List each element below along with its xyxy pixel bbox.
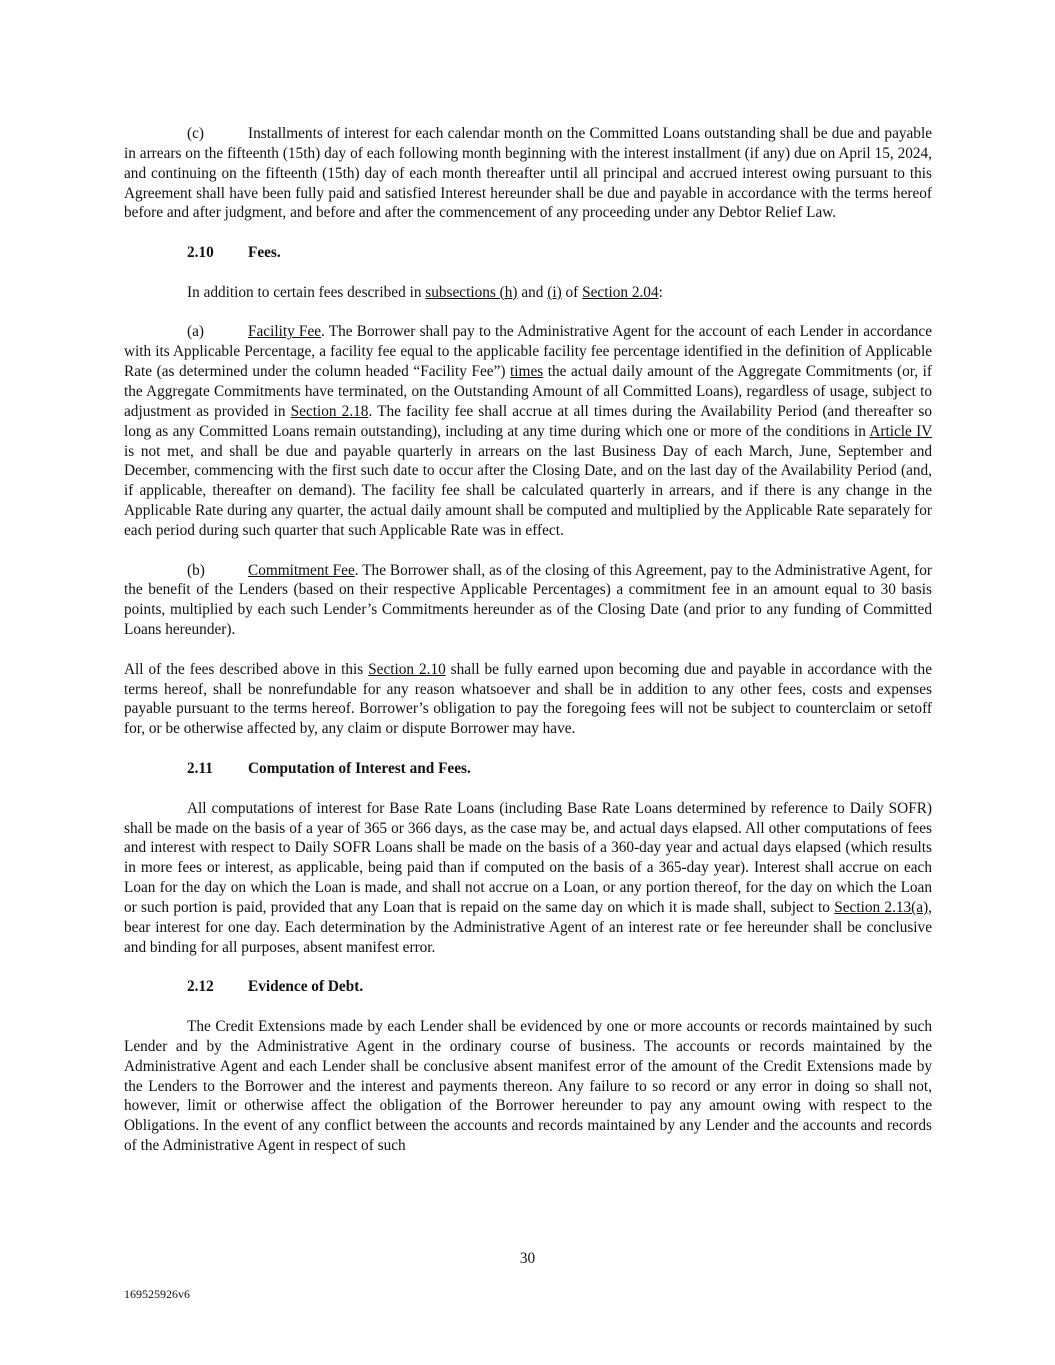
text-run: . The Borrower shall pay to the Administrative Agent for the account of each Lender in accordance with its Applicable Percentage, a facility fee equal to the applicable facility fee percentage identified in the definition of Applicable Rate (as determined under the column headed “Facility Fee”)	[124, 323, 932, 381]
paragraph-b-commitment-fee	[124, 561, 932, 640]
section-number: 2.12	[187, 978, 214, 996]
computation-paragraph	[124, 799, 932, 958]
text-run: of	[561, 283, 583, 301]
cross-reference-link[interactable]: Section 2.04	[582, 283, 659, 301]
section-title: Evidence of Debt.	[248, 978, 364, 996]
section-number: 2.11	[187, 760, 213, 777]
evidence-of-debt-paragraph	[124, 1017, 932, 1156]
cross-reference-link[interactable]: Section 2.18	[290, 402, 369, 420]
paragraph-label: (c)	[187, 125, 204, 142]
section-heading-2-10	[124, 243, 932, 263]
document-page	[124, 124, 932, 1156]
cross-reference-link[interactable]: Article IV	[869, 422, 932, 440]
section-heading-2-11	[124, 759, 932, 779]
paragraph-heading: Facility Fee	[248, 323, 322, 341]
text-run: is not met, and shall be due and payable quarterly in arrears on the last Business Day of each March, June, September and December, commencing with the first such date to occur after the Closing Date, and on the last day of the Availability Period (and, if applicable, thereafter on demand). The facility fee shall be calculated quarterly in arrears, and if there is any change in the Applicable Rate during any quarter, the actual daily amount shall be computed and multiplied by the Applicable Rate separately for each period during such quarter that such Applicable Rate was in effect.	[124, 442, 932, 539]
text-run: . The facility fee shall accrue at all times during the Availability Period (and thereafter so long as any Committed Loans remain outstanding), including at any time during which one or more of the conditions in	[124, 402, 932, 440]
text-run: All of the fees described above in this	[124, 660, 369, 678]
text-run: the actual daily amount of the Aggregate Commitments (or, if the Aggregate Commitments have terminated, on the Outstanding Amount of all Committed Loans), regardless of usage, subject to adjustment as provided in	[124, 363, 932, 420]
cross-reference-link[interactable]: Section 2.13(a)	[834, 898, 929, 916]
text-run: All computations of interest for Base Rate Loans (including Base Rate Loans determined by reference to Daily SOFR) shall be made on the basis of a year of 365 or 366 days, as the case may be, and actual days elapsed. All other computations of fees and interest with respect to Daily SOFR Loans shall be made on the basis of a 360-day year and actual days elapsed (which results in more fees or interest, as applicable, being paid than if computed on the basis of a 365-day year). Interest shall accrue on each Loan for the day on which the Loan is made, and shall not accrue on a Loan, or any portion thereof, for the day on which the Loan or such portion is paid, provided that any Loan that is repaid on the same day on which it is made shall, subject to	[124, 799, 932, 916]
text-run: and	[517, 283, 548, 301]
text-run: shall be fully earned upon becoming due and payable in accordance with the terms hereof, shall be nonrefundable for any reason whatsoever and shall be in addition to any other fees, costs and expenses payable pursuant to the terms hereof. Borrower’s obligation to pay the foregoing fees will not be subject to counterclaim or setoff for, or be otherwise affected by, any claim or dispute Borrower may have.	[124, 660, 932, 738]
section-title: Fees.	[248, 244, 281, 262]
paragraph-label: (a)	[187, 323, 204, 341]
paragraph-heading: Commitment Fee	[248, 561, 355, 579]
fees-intro	[124, 283, 932, 303]
text-run: , bear interest for one day. Each determination by the Administrative Agent of an interest rate or fee hereunder shall be conclusive and binding for all purposes, absent manifest error.	[124, 898, 932, 956]
section-title: Computation of Interest and Fees.	[248, 760, 471, 777]
paragraph-a-facility-fee	[124, 322, 932, 540]
cross-reference-link[interactable]: subsections (h)	[425, 283, 518, 301]
paragraph-text: Installments of interest for each calendar month on the Committed Loans outstanding shall be due and payable in arrears on the fifteenth (15th) day of each following month beginning with the interest installment (if any) due on April 15, 2024, and continuing on the fifteenth (15th) day of each month thereafter until all principal and accrued interest owing pursuant to this Agreement shall have been fully paid and satisfied Interest hereunder shall be due and payable in accordance with the terms hereof before and after judgment, and before and after the commencement of any proceeding under any Debtor Relief Law.	[124, 125, 932, 222]
emphasis-term: times	[510, 363, 544, 381]
text-run: In addition to certain fees described in	[187, 283, 426, 301]
text-run: . The Borrower shall, as of the closing of this Agreement, pay to the Administrative Agent, for the benefit of the Lenders (based on their respective Applicable Percentages) a commitment fee in an amount equal to 30 basis points, multiplied by each such Lender’s Commitments hereunder as of the Closing Date (and prior to any funding of Committed Loans hereunder).	[124, 561, 932, 639]
document-id: 169525926v6	[124, 1287, 190, 1301]
cross-reference-link[interactable]: (i)	[547, 283, 562, 301]
page-number: 30	[519, 1250, 536, 1267]
fees-closing-paragraph	[124, 660, 932, 739]
text-run: The Credit Extensions made by each Lender shall be evidenced by one or more accounts or records maintained by such Lender and by the Administrative Agent in the ordinary course of business. The accounts or records maintained by the Administrative Agent and each Lender shall be conclusive absent manifest error of the amount of the Credit Extensions made by the Lenders to the Borrower and the interest and payments thereon. Any failure to so record or any error in doing so shall not, however, limit or otherwise affect the obligation of the Borrower hereunder to pay any amount owing with respect to the Obligations. In the event of any conflict between the accounts and records maintained by any Lender and the accounts and records of the Administrative Agent in respect of such	[124, 1017, 932, 1155]
section-heading-2-12	[124, 977, 932, 997]
paragraph-label: (b)	[187, 561, 205, 579]
cross-reference-link[interactable]: Section 2.10	[368, 660, 446, 678]
section-number: 2.10	[187, 244, 214, 262]
text-run: :	[658, 283, 663, 301]
paragraph-c	[124, 124, 932, 223]
